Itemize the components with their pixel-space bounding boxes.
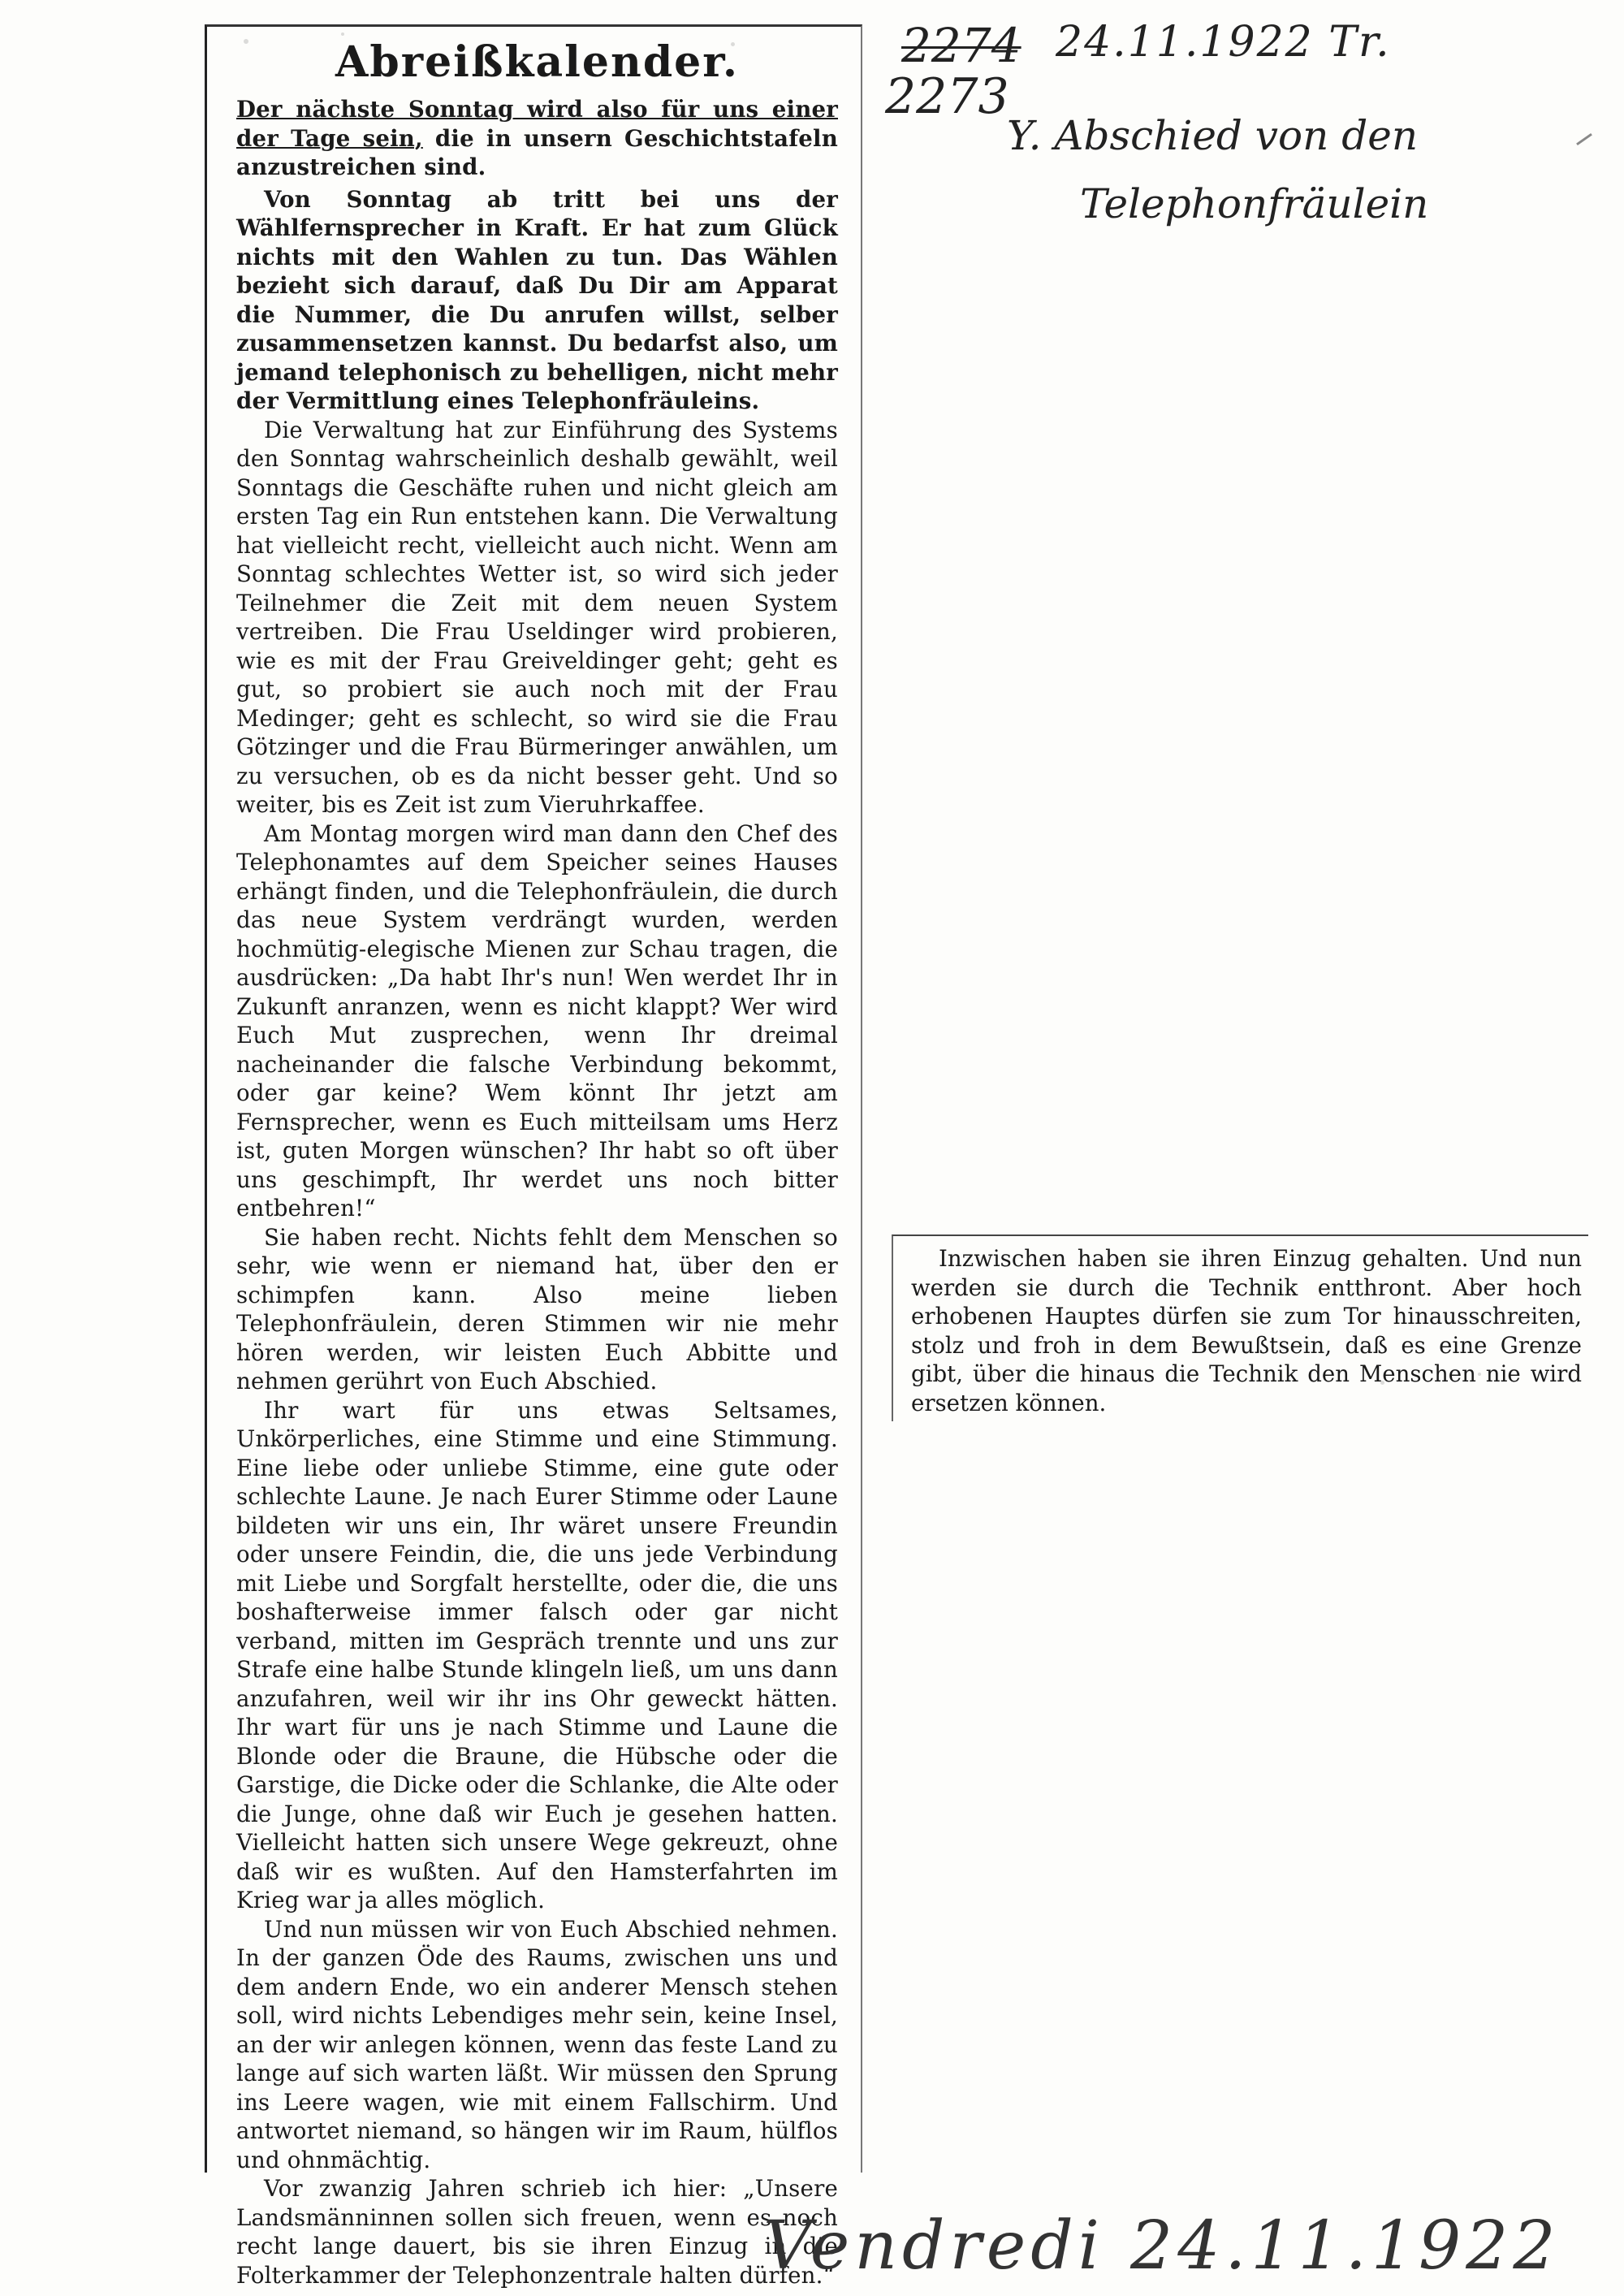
clipping-paragraph: Von Sonntag ab tritt bei uns der Wählfernsprecher in Kraft. Er hat zum Glück nichts mit den Wahlen zu tun. Das Wählen bezieht sich darauf, daß Du Dir am Apparat die Nummer, die Du anrufen willst, selber zusammensetzen kannst. Du bedarfst also, um jemand telephonisch zu behelligen, nicht mehr der Vermittlung eines Telephonfräuleins. bbox=[236, 185, 838, 414]
clipping-paragraph: Ihr wart für uns etwas Seltsames, Unkörperliches, eine Stimme und eine Stimmung. Eine liebe oder unliebe Stimme, eine gute oder schlechte Laune. Je nach Eurer Stimme oder Laune bildeten wir uns ein, Ihr wäret unsere Freundin oder unsere Feindin, die, die uns jede Verbindung mit Liebe und Sorgfalt herstellte, oder die, die uns boshafterweise immer falsch oder gar nicht verband, mitten im Gespräch trennte und uns zur Strafe eine halbe Stunde klingeln ließ, um uns dann anzufahren, weil wir ihr ins Ohr geweckt hätten. Ihr wart für uns je nach Stimme und Laune die Blonde oder die Braune, die Hübsche oder die Garstige, die Dicke oder die Schlanke, die Alte oder die Junge, ohne daß wir Euch je gesehen hatten. Vielleicht hatten sich unsere Wege gekreuzt, ohne daß wir es wußten. Auf den Hamsterfahrten im Krieg war ja alles möglich. bbox=[236, 1396, 838, 1913]
side-clipping-text: Inzwischen haben sie ihren Einzug gehalten. Und nun werden sie durch die Technik entthront. Aber hoch erhobenen Hauptes dürfen sie zum Tor hinausschreiten, stolz und froh in dem Bewußtsein, daß es eine Grenze gibt, über die hinaus die Technik den Menschen nie wird ersetzen können. bbox=[911, 1245, 1582, 1416]
handwritten-date-bottom: Vendredi 24.11.1922 bbox=[763, 2207, 1561, 2285]
lead-underlined: Der nächste Sonntag wird also für uns einer der Tage sein, bbox=[236, 96, 838, 152]
lead-rest: die in unsern Geschichtstafeln anzustreichen sind. bbox=[236, 124, 839, 180]
clipping-paragraph: Die Verwaltung hat zur Einführung des Systems den Sonntag wahrscheinlich deshalb gewählt, weil Sonntags die Geschäfte ruhen und nicht gleich am ersten Tag ein Run entstehen kann. Die Verwaltung hat vielleicht recht, vielleicht auch nicht. Wenn am Sonntag schlechtes Wetter ist, so wird sich jeder Teilnehmer die Zeit mit dem neuen System vertreiben. Die Frau Useldinger wird probieren, wie es mit der Frau Greiveldinger geht; geht es gut, so probiert sie auch noch mit der Frau Medinger; geht es schlecht, so wird sie die Frau Götzinger und die Frau Bürmeringer anwählen, um zu versuchen, ob es da nicht besser geht. Und so weiter, bis es Zeit ist zum Vieruhrkaffee. bbox=[236, 416, 838, 818]
clipping-headline: Abreißkalender. bbox=[335, 37, 739, 87]
handwritten-note-line1: Y. Abschied von den bbox=[1007, 112, 1419, 159]
handwritten-number: 2273 bbox=[885, 68, 1009, 125]
clipping-lead bbox=[236, 95, 838, 182]
clipping-paragraph: Sie haben recht. Nichts fehlt dem Menschen so sehr, wie wenn er niemand hat, über den er schimpfen kann. Also meine lieben Telephonfräulein, deren Stimmen wir nie mehr hören werden, wir leisten Euch Abbitte und nehmen gerührt von Euch Abschied. bbox=[236, 1223, 838, 1394]
clipping-paragraph: Am Montag morgen wird man dann den Chef des Telephonamtes auf dem Speicher seines Hauses erhängt finden, und die Telephonfräulein, die durch das neue System verdrängt wurden, werden hochmütig-elegische Mienen zur Schau tragen, die ausdrücken: „Da habt Ihr's nun! Wen werdet Ihr in Zukunft anranzen, wenn es nicht klappt? Wer wird Euch Mut zusprechen, wenn Ihr dreimal nacheinander die falsche Verbindung bekommt, oder gar keine? Wem könnt Ihr jetzt am Fernsprecher, wenn es Euch mitteilsam ums Herz ist, guten Morgen wünschen? Ihr habt so oft über uns geschimpft, Ihr werdet uns noch bitter entbehren!“ bbox=[236, 819, 838, 1222]
clipping-paragraph: Vor zwanzig Jahren schrieb ich hier: „Unsere Landsmänninnen sollen sich freuen, wenn es noch recht lange dauert, bis sie ihren Einzug in die Folterkammer der Telephonzentrale halten dürfen.“ bbox=[236, 2175, 838, 2289]
handwritten-note-line2: Telephonfräulein bbox=[1080, 180, 1429, 227]
handwritten-number-struck: 2274 bbox=[901, 18, 1021, 73]
pencil-tick-mark bbox=[1576, 133, 1592, 145]
newspaper-clipping-main bbox=[205, 24, 862, 2289]
handwritten-date-top: 24.11.1922 Tr. bbox=[1056, 18, 1391, 67]
newspaper-clipping-side bbox=[892, 1234, 1588, 1421]
clipping-paragraph: Und nun müssen wir von Euch Abschied nehmen. In der ganzen Öde des Raums, zwischen uns und dem andern Ende, wo ein anderer Mensch stehen soll, wird nichts Lebendiges mehr sein, keine Insel, an der wir anlegen können, wenn das feste Land zu lange auf sich warten läßt. Wir müssen den Sprung ins Leere wagen, wie mit einem Fallschirm. Und antwortet niemand, so hängen wir im Raum, hülflos und ohnmächtig. bbox=[236, 1915, 838, 2173]
